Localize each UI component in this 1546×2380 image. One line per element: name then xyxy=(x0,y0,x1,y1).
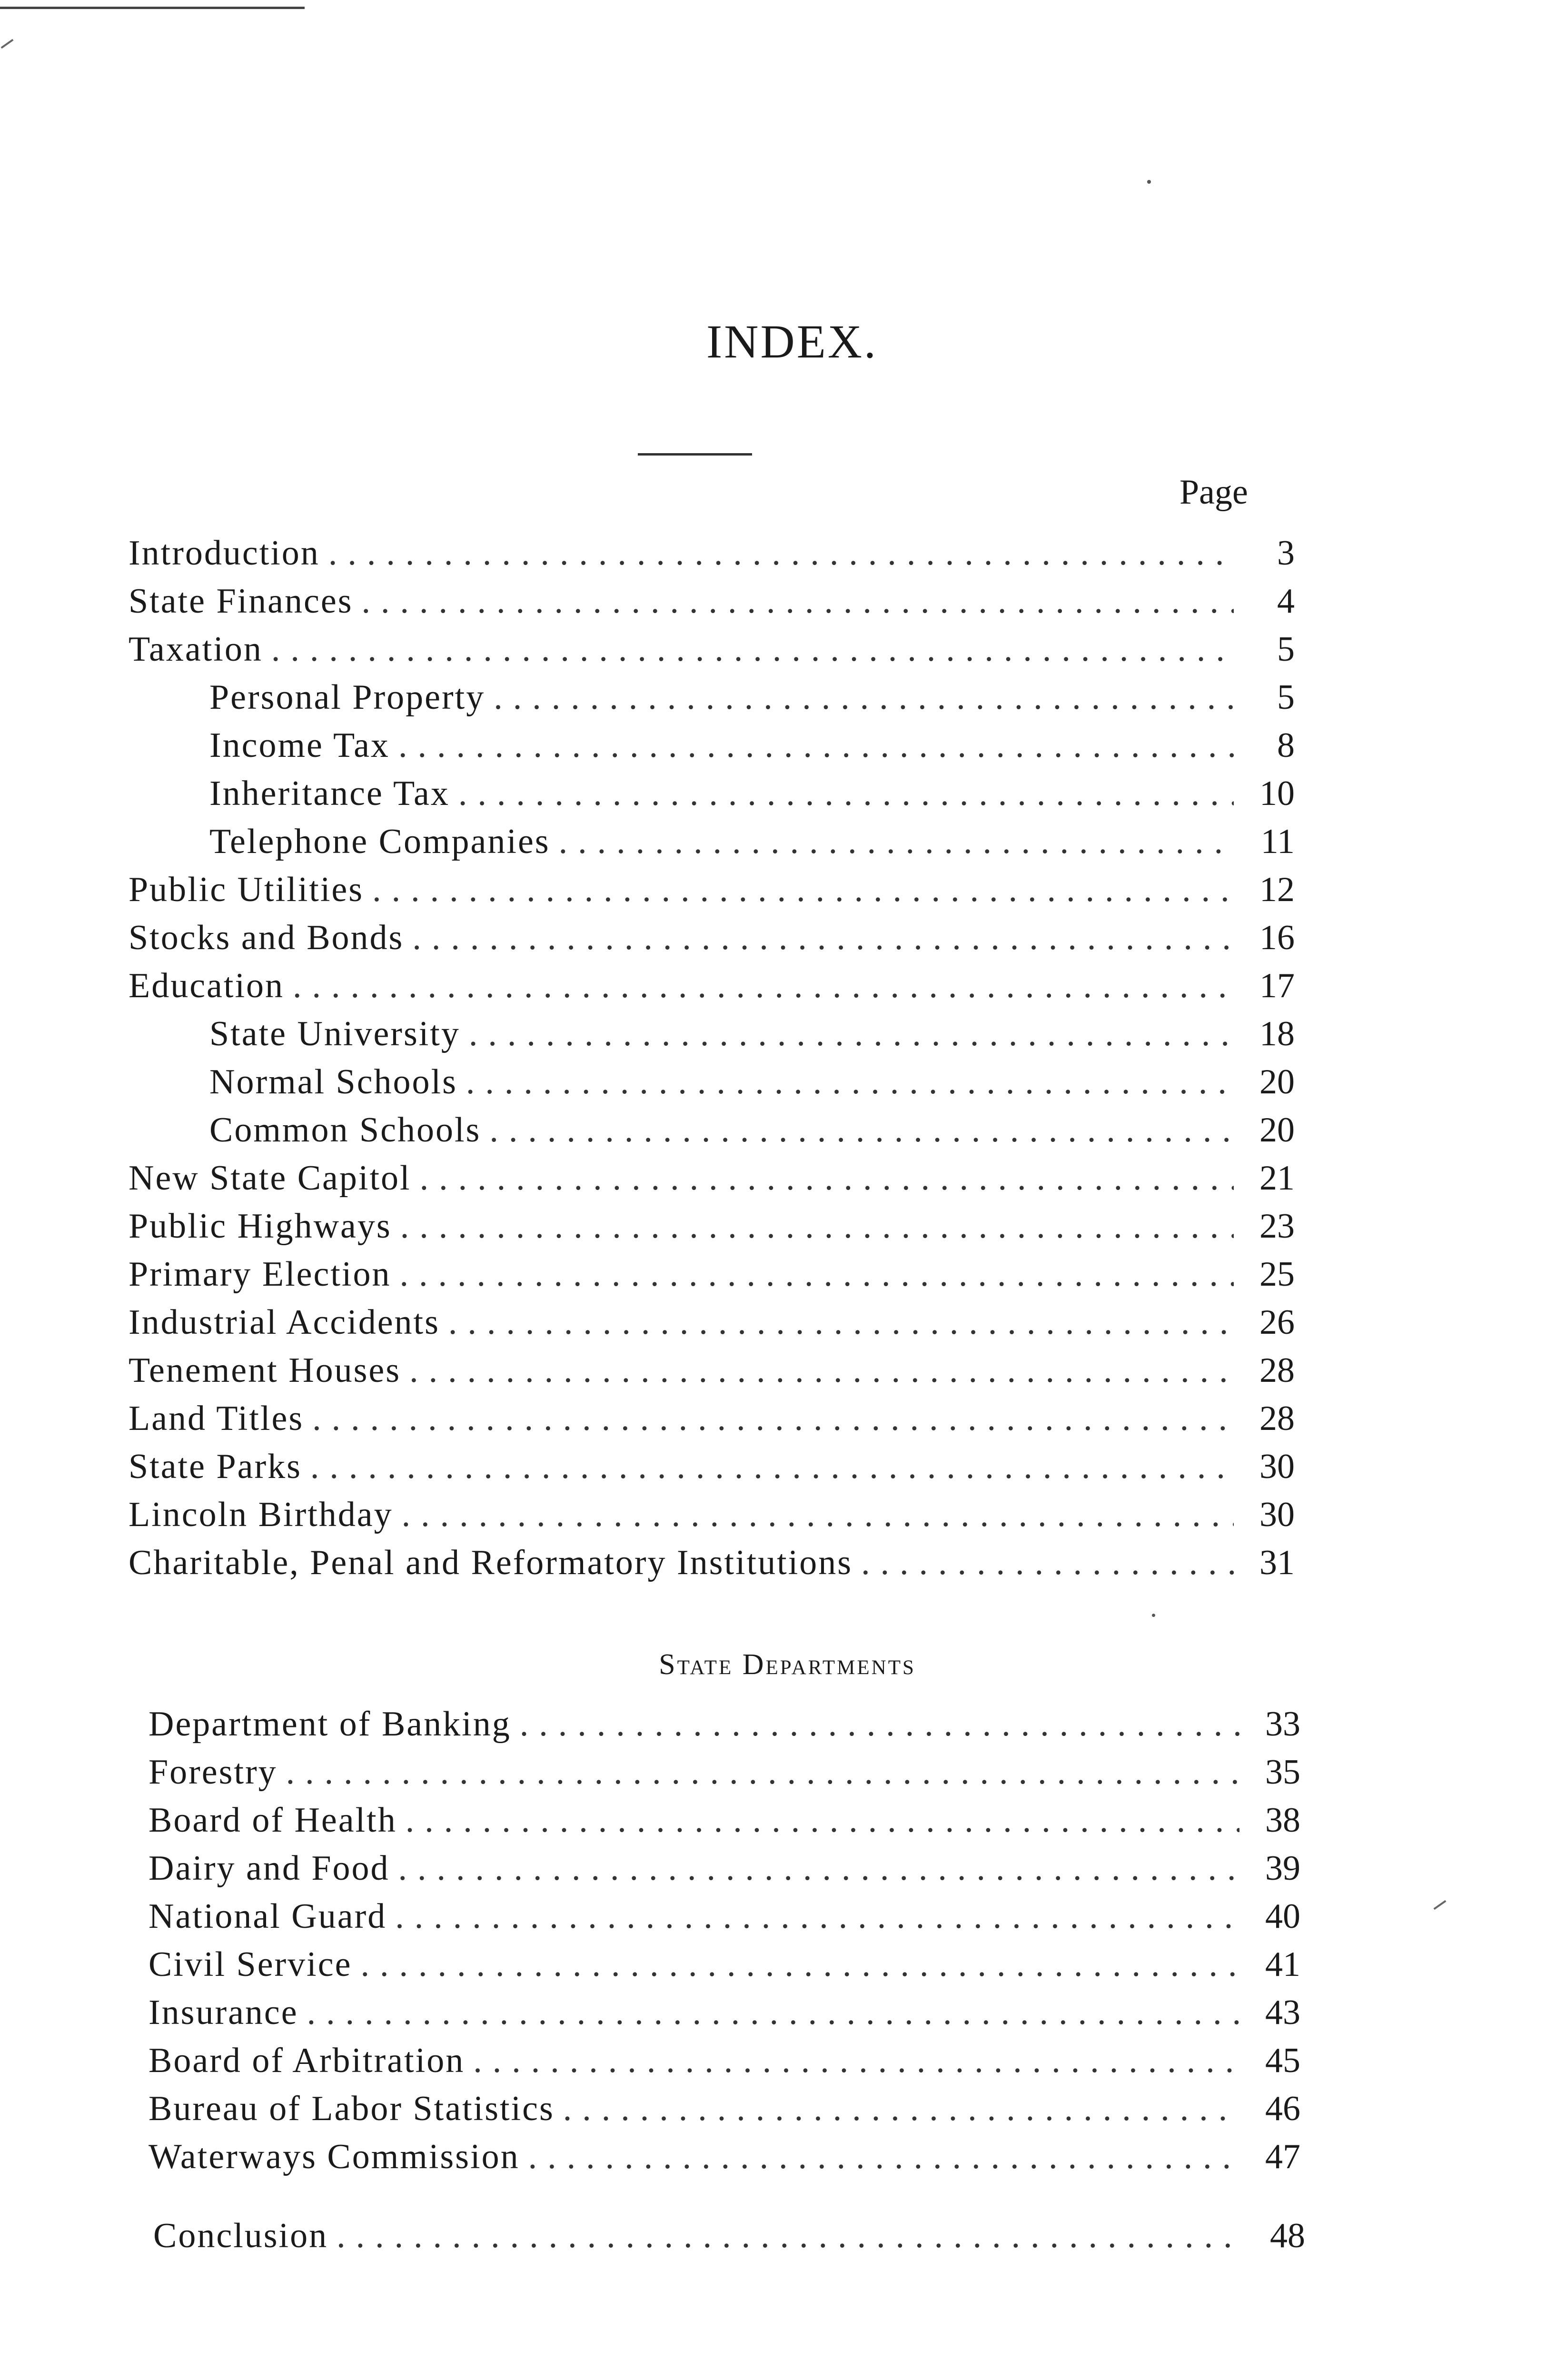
entry-page-number: 38 xyxy=(1265,1801,1300,1840)
scan-speck xyxy=(1152,1614,1155,1617)
entry-page-number: 12 xyxy=(1259,870,1295,909)
entry-page-number: 31 xyxy=(1259,1543,1295,1582)
index-conclusion xyxy=(153,2216,1305,2264)
scan-mark xyxy=(1,39,14,49)
dot-leader xyxy=(861,1543,1234,1583)
dot-leader xyxy=(337,2216,1244,2256)
entry-page-number: 43 xyxy=(1265,1993,1300,2032)
dot-leader xyxy=(458,774,1234,814)
index-entry xyxy=(129,1350,1295,1398)
index-entry xyxy=(129,581,1295,629)
entry-label: Insurance xyxy=(149,1993,298,2032)
entry-label: Bureau of Labor Statistics xyxy=(149,2089,555,2128)
scan-mark xyxy=(1434,1900,1447,1910)
index-entry xyxy=(149,1993,1300,2041)
index-entry xyxy=(129,1110,1295,1158)
entry-page-number: 26 xyxy=(1259,1303,1295,1342)
index-entry xyxy=(129,774,1295,822)
dot-leader xyxy=(406,1800,1239,1841)
entry-page-number: 28 xyxy=(1259,1351,1295,1390)
entry-label: Common Schools xyxy=(209,1111,481,1150)
index-entry xyxy=(129,1447,1295,1495)
page-title: INDEX. xyxy=(706,315,878,368)
index-departments-list xyxy=(149,1704,1300,2185)
entry-label: Normal Schools xyxy=(209,1062,457,1101)
index-entry xyxy=(129,822,1295,870)
entry-page-number: 5 xyxy=(1277,678,1295,717)
entry-label: State University xyxy=(209,1014,460,1053)
entry-page-number: 8 xyxy=(1277,726,1295,765)
entry-page-number: 20 xyxy=(1259,1111,1295,1150)
dot-leader xyxy=(420,1158,1234,1199)
index-entry xyxy=(129,1302,1295,1350)
dot-leader xyxy=(398,1848,1240,1889)
entry-label: Tenement Houses xyxy=(129,1351,401,1390)
dot-leader xyxy=(362,581,1234,622)
entry-page-number: 25 xyxy=(1259,1255,1295,1294)
index-entry xyxy=(149,1848,1300,1896)
entry-page-number: 45 xyxy=(1265,2041,1300,2080)
dot-leader xyxy=(400,1206,1234,1247)
top-edge-rule xyxy=(0,7,305,9)
entry-label: National Guard xyxy=(149,1897,387,1936)
dot-leader xyxy=(395,1896,1239,1937)
entry-page-number: 41 xyxy=(1265,1945,1300,1984)
dot-leader xyxy=(409,1350,1234,1391)
index-entry xyxy=(129,918,1295,966)
index-entry xyxy=(149,1944,1300,1993)
index-entry xyxy=(129,533,1295,581)
dot-leader xyxy=(469,1014,1234,1054)
index-entry xyxy=(129,1062,1295,1110)
dot-leader xyxy=(473,2041,1239,2081)
entry-label: Dairy and Food xyxy=(149,1849,390,1888)
scan-speck xyxy=(1147,180,1151,184)
dot-leader xyxy=(520,1704,1239,1745)
entry-label: Department of Banking xyxy=(149,1705,511,1744)
dot-leader xyxy=(412,918,1234,958)
dot-leader xyxy=(563,2089,1239,2129)
index-entry xyxy=(129,725,1295,774)
dot-leader xyxy=(293,966,1234,1006)
index-entry xyxy=(129,966,1295,1014)
dot-leader xyxy=(489,1110,1234,1150)
entry-page-number: 30 xyxy=(1259,1447,1295,1486)
dot-leader xyxy=(271,629,1234,670)
entry-page-number: 4 xyxy=(1277,582,1295,621)
entry-page-number: 20 xyxy=(1259,1062,1295,1101)
entry-page-number: 47 xyxy=(1265,2137,1300,2176)
entry-label: Telephone Companies xyxy=(209,822,550,861)
entry-page-number: 11 xyxy=(1260,822,1295,861)
entry-label: Civil Service xyxy=(149,1945,352,1984)
entry-page-number: 33 xyxy=(1265,1705,1300,1744)
entry-label: Waterways Commission xyxy=(149,2137,520,2176)
index-entry xyxy=(129,870,1295,918)
dot-leader xyxy=(312,1398,1234,1439)
dot-leader xyxy=(402,1495,1234,1535)
entry-label: Education xyxy=(129,966,285,1005)
entry-label: Forestry xyxy=(149,1753,277,1792)
entry-label: Income Tax xyxy=(209,726,390,765)
index-entry xyxy=(149,2089,1300,2137)
entry-label: New State Capitol xyxy=(129,1159,411,1198)
entry-label: State Parks xyxy=(129,1447,302,1486)
index-entry xyxy=(149,1800,1300,1848)
entry-page-number: 30 xyxy=(1259,1495,1295,1534)
entry-page-number: 48 xyxy=(1270,2216,1305,2255)
entry-page-number: 16 xyxy=(1259,918,1295,957)
entry-label: Lincoln Birthday xyxy=(129,1495,393,1534)
entry-page-number: 17 xyxy=(1259,966,1295,1005)
index-entry-conclusion xyxy=(153,2216,1305,2264)
entry-label: State Finances xyxy=(129,582,353,621)
dot-leader xyxy=(310,1447,1234,1487)
dot-leader xyxy=(398,725,1234,766)
index-entry xyxy=(129,1014,1295,1062)
entry-label: Board of Health xyxy=(149,1801,397,1840)
entry-page-number: 23 xyxy=(1259,1207,1295,1246)
entry-label: Industrial Accidents xyxy=(129,1303,440,1342)
entry-label: Introduction xyxy=(129,534,320,573)
entry-label: Public Utilities xyxy=(129,870,364,909)
entry-page-number: 21 xyxy=(1259,1159,1295,1198)
entry-label: Primary Election xyxy=(129,1255,391,1294)
index-entry xyxy=(129,677,1295,725)
dot-leader xyxy=(448,1302,1234,1343)
dot-leader xyxy=(559,822,1234,862)
entry-label: Taxation xyxy=(129,630,263,669)
entry-label: Public Highways xyxy=(129,1207,392,1246)
dot-leader xyxy=(328,533,1234,574)
entry-page-number: 28 xyxy=(1259,1399,1295,1438)
index-entry xyxy=(149,2041,1300,2089)
entry-label: Board of Arbitration xyxy=(149,2041,465,2080)
index-entry xyxy=(129,1495,1295,1543)
page-column-heading: Page xyxy=(1179,473,1248,512)
dot-leader xyxy=(372,870,1234,910)
dot-leader xyxy=(286,1752,1239,1793)
index-entry xyxy=(129,1254,1295,1302)
entry-label: Charitable, Penal and Reformatory Institutions xyxy=(129,1543,853,1582)
index-entry xyxy=(129,1206,1295,1254)
entry-label: Stocks and Bonds xyxy=(129,918,404,957)
index-entry xyxy=(149,1752,1300,1800)
dot-leader xyxy=(399,1254,1234,1295)
entry-page-number: 18 xyxy=(1259,1014,1295,1053)
section-heading: State Departments xyxy=(659,1648,916,1681)
dot-leader xyxy=(307,1993,1239,2033)
entry-page-number: 39 xyxy=(1265,1849,1300,1888)
entry-page-number: 10 xyxy=(1259,774,1295,813)
entry-label: Personal Property xyxy=(209,678,486,717)
index-entry xyxy=(129,1398,1295,1447)
index-entry xyxy=(149,1704,1300,1752)
entry-page-number: 5 xyxy=(1277,630,1295,669)
index-entry xyxy=(129,629,1295,677)
dot-leader xyxy=(466,1062,1234,1102)
entry-label: Conclusion xyxy=(153,2216,328,2255)
entry-page-number: 46 xyxy=(1265,2089,1300,2128)
dot-leader xyxy=(494,677,1234,718)
dot-leader xyxy=(360,1944,1239,1985)
index-entry xyxy=(129,1158,1295,1206)
dot-leader xyxy=(528,2137,1239,2177)
entry-label: Inheritance Tax xyxy=(209,774,450,813)
index-entry xyxy=(129,1543,1295,1591)
entry-label: Land Titles xyxy=(129,1399,304,1438)
title-rule xyxy=(638,453,752,456)
index-main-list xyxy=(129,533,1295,1591)
index-entry xyxy=(149,2137,1300,2185)
index-entry xyxy=(149,1896,1300,1944)
entry-page-number: 40 xyxy=(1265,1897,1300,1936)
entry-page-number: 3 xyxy=(1277,534,1295,573)
entry-page-number: 35 xyxy=(1265,1753,1300,1792)
